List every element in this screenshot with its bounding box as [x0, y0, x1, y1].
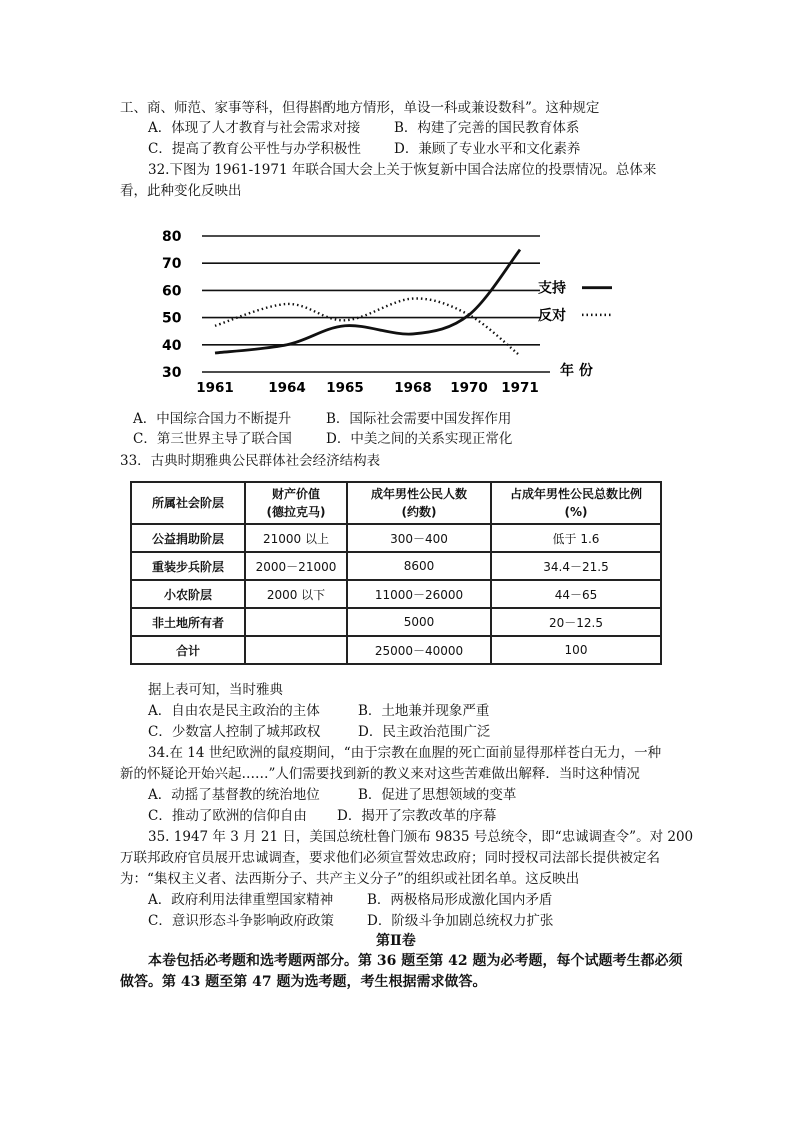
table-cell: 重装步兵阶层: [131, 552, 245, 580]
q33-option-c: C．少数富人控制了城邦政权: [148, 724, 321, 740]
chart-grid: [202, 236, 550, 372]
q33-question: 据上表可知，当时雅典: [148, 682, 283, 698]
q35-option-a: A．政府利用法律重塑国家精神: [148, 892, 334, 908]
part2-instructions-line1: 本卷包括必考题和选考题两部分。第 36 题至第 42 题为必考题，每个试题考生都必须: [148, 953, 683, 969]
q35-stem-line3: 为：“集权主义者、法西斯分子、共产主义分子”的组织或社团名单。这反映出: [120, 871, 580, 887]
chart-legend: [538, 280, 612, 324]
table-cell: 低于 1.6: [491, 524, 661, 552]
part2-instructions-line2: 做答。第 43 题至第 47 题为选考题，考生根据需求做答。: [120, 974, 487, 990]
q35-stem-line1: 35. 1947 年 3 月 21 日，美国总统杜鲁门颁布 9835 号总统令，即“忠诚调查令”。对 200: [148, 829, 694, 845]
table-cell: [245, 608, 347, 636]
q33-option-b: B．土地兼并现象严重: [358, 703, 490, 719]
table-cell: 300－400: [347, 524, 491, 552]
table-cell: 8600: [347, 552, 491, 580]
x-tick-label: 1971: [501, 380, 539, 396]
header-cell: 财产价值 (德拉克马): [245, 482, 347, 524]
q33-stem: 33．古典时期雅典公民群体社会经济结构表: [120, 453, 381, 469]
y-tick-label: 80: [162, 229, 182, 245]
q33-option-d: D．民主政治范围广泛: [358, 724, 491, 740]
y-tick-label: 50: [162, 310, 182, 327]
q32-option-a: A．中国综合国力不断提升: [133, 411, 292, 427]
q35-option-d: D．阶级斗争加剧总统权力扩张: [367, 913, 554, 929]
table-cell: 44－65: [491, 580, 661, 608]
x-tick-label: 1968: [394, 380, 432, 396]
table-cell: 34.4－21.5: [491, 552, 661, 580]
table-cell: [245, 636, 347, 664]
q34-option-a: A．动摇了基督教的统治地位: [148, 787, 320, 803]
athens-structure-table: [130, 481, 662, 665]
y-tick-label: 30: [162, 365, 182, 381]
q31-option-c: C．提高了教育公平性与办学积极性: [148, 141, 361, 157]
header-cell: 所属社会阶层: [131, 482, 245, 524]
support-series-line: [215, 250, 520, 353]
x-axis-label: 年 份: [560, 363, 593, 379]
q34-option-c: C．推动了欧洲的信仰自由: [148, 808, 307, 824]
q34-stem-line2: 新的怀疑论开始兴起……”人们需要找到新的教义来对这些苦难做出解释．当时这种情况: [120, 766, 640, 782]
x-tick-label: 1970: [450, 380, 488, 396]
table-header-row: [131, 482, 661, 524]
table-cell: 2000－21000: [245, 552, 347, 580]
table-cell: 合计: [131, 636, 245, 664]
q34-stem-line1: 34.在 14 世纪欧洲的鼠疫期间，“由于宗教在血腥的死亡面前显得那样苍白无力，一种: [148, 745, 662, 761]
part2-title: 第Ⅱ卷: [376, 933, 416, 949]
table-cell: 21000 以上: [245, 524, 347, 552]
y-axis-ticks: [162, 229, 182, 381]
q34-option-d: D．揭开了宗教改革的序幕: [337, 808, 497, 824]
table-cell: 小农阶层: [131, 580, 245, 608]
table-cell: 20－12.5: [491, 608, 661, 636]
x-tick-label: 1961: [196, 380, 234, 396]
table-cell: 25000－40000: [347, 636, 491, 664]
table-cell: 非土地所有者: [131, 608, 245, 636]
q35-option-c: C．意识形态斗争影响政府政策: [148, 913, 334, 929]
q34-option-b: B．促进了思想领域的变革: [358, 787, 517, 803]
y-tick-label: 70: [162, 256, 182, 273]
q32-option-c: C．第三世界主导了联合国: [133, 431, 292, 447]
q32-stem-line2: 看，此种变化反映出: [120, 183, 242, 199]
q31-option-a: A．体现了人才教育与社会需求对接: [148, 120, 361, 136]
table-cell: 100: [491, 636, 661, 664]
legend-label: 支持: [538, 280, 566, 297]
table-row: [131, 524, 661, 552]
q33-option-a: A．自由农是民主政治的主体: [148, 703, 320, 719]
y-tick-label: 40: [162, 337, 182, 354]
table-cell: 公益捐助阶层: [131, 524, 245, 552]
legend-label: 反对: [538, 307, 566, 324]
y-tick-label: 60: [162, 283, 182, 300]
x-tick-label: 1965: [326, 380, 364, 396]
q31-option-b: B．构建了完善的国民教育体系: [394, 120, 580, 136]
x-tick-label: 1964: [268, 380, 306, 396]
table-cell: 5000: [347, 608, 491, 636]
q32-option-d: D．中美之间的关系实现正常化: [326, 431, 513, 447]
header-cell: 占成年男性公民总数比例 (%): [491, 482, 661, 524]
q32-stem-line1: 32.下图为 1961-1971 年联合国大会上关于恢复新中国合法席位的投票情况。总体来: [148, 162, 657, 178]
table-row: [131, 636, 661, 664]
q31-stem-continuation: 工、商、师范、家事等科，但得斟酌地方情形，单设一科或兼设数科”。这种规定: [120, 100, 600, 116]
q35-stem-line2: 万联邦政府官员展开忠诚调查，要求他们必须宣誓效忠政府；同时授权司法部长提供被定名: [120, 850, 660, 866]
q35-option-b: B．两极格局形成激化国内矛盾: [367, 892, 553, 908]
q32-option-b: B．国际社会需要中国发挥作用: [326, 411, 512, 427]
table-row: [131, 608, 661, 636]
header-cell: 成年男性公民人数 (约数): [347, 482, 491, 524]
vote-chart: [160, 222, 620, 400]
table-cell: 11000－26000: [347, 580, 491, 608]
q31-option-d: D．兼顾了专业水平和文化素养: [394, 141, 581, 157]
table-row: [131, 552, 661, 580]
table-row: [131, 580, 661, 608]
x-axis-ticks: [196, 380, 539, 396]
table-cell: 2000 以下: [245, 580, 347, 608]
